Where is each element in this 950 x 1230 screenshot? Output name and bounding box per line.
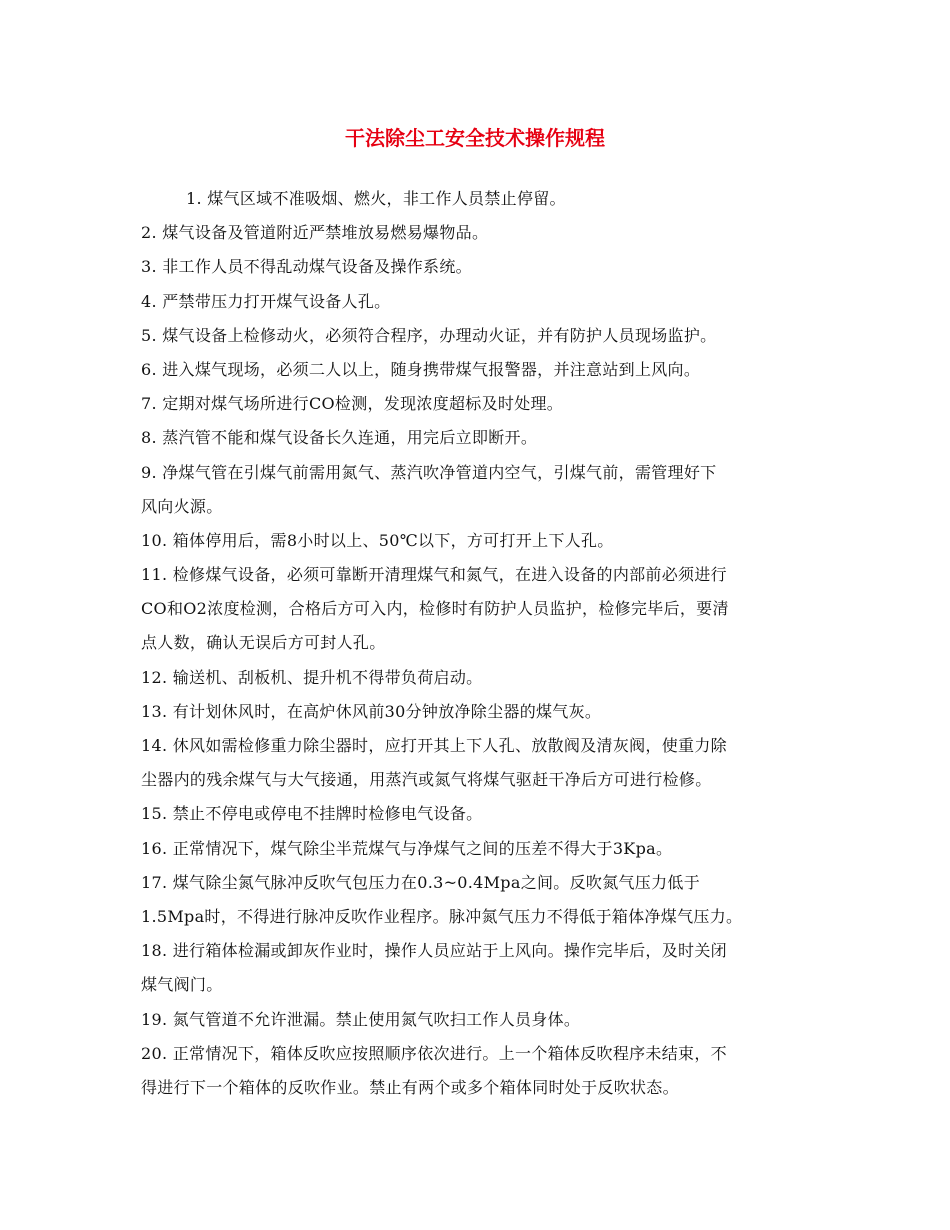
text-line: 煤气阀门。 [141, 975, 223, 995]
text-line: 11. 检修煤气设备，必须可靠断开清理煤气和氮气，在进入设备的内部前必须进行 [141, 565, 727, 585]
text-line: 1. 煤气区域不准吸烟、燃火，非工作人员禁止停留。 [186, 189, 566, 208]
text-line: 尘器内的残余煤气与大气接通，用蒸汽或氮气将煤气驱赶干净后方可进行检修。 [141, 770, 712, 790]
text-line: 3. 非工作人员不得乱动煤气设备及操作系统。 [141, 257, 472, 277]
text-line: 14. 休风如需检修重力除尘器时，应打开其上下人孔、放散阀及清灰阀，使重力除 [141, 736, 727, 755]
document-body [141, 182, 811, 1105]
text-line: 风向火源。 [141, 496, 223, 516]
text-line: 4. 严禁带压力打开煤气设备人孔。 [141, 291, 391, 311]
text-line: 13. 有计划休风时，在高炉休风前30分钟放净除尘器的煤气灰。 [141, 701, 602, 721]
text-line: 7. 定期对煤气场所进行CO检测，发现浓度超标及时处理。 [141, 394, 564, 414]
document-title: 干法除尘工安全技术操作规程 [345, 126, 605, 150]
text-line: 18. 进行箱体检漏或卸灰作业时，操作人员应站于上风向。操作完毕后，及时关闭 [141, 941, 727, 961]
text-line: 9. 净煤气管在引煤气前需用氮气、蒸汽吹净管道内空气，引煤气前，需管理好下 [141, 462, 717, 482]
text-line: 12. 输送机、刮板机、提升机不得带负荷启动。 [141, 667, 483, 687]
text-line: 1.5Mpa时，不得进行脉冲反吹作业程序。脉冲氮气压力不得低于箱体净煤气压力。 [141, 906, 743, 926]
text-line: 20. 正常情况下，箱体反吹应按照顺序依次进行。上一个箱体反吹程序未结束，不 [141, 1043, 727, 1063]
text-line: 8. 蒸汽管不能和煤气设备长久连通，用完后立即断开。 [141, 428, 538, 448]
text-line: 15. 禁止不停电或停电不挂牌时检修电气设备。 [141, 804, 483, 824]
text-line: 2. 煤气设备及管道附近严禁堆放易燃易爆物品。 [141, 223, 489, 243]
text-line: 6. 进入煤气现场，必须二人以上，随身携带煤气报警器，并注意站到上风向。 [141, 359, 701, 379]
text-line: 16. 正常情况下，煤气除尘半荒煤气与净煤气之间的压差不得大于3Kpa。 [141, 838, 673, 858]
text-line: 19. 氮气管道不允许泄漏。禁止使用氮气吹扫工作人员身体。 [141, 1009, 581, 1029]
text-line: 5. 煤气设备上检修动火，必须符合程序，办理动火证，并有防护人员现场监护。 [141, 325, 717, 345]
text-line: 10. 箱体停用后，需8小时以上、50℃以下，方可打开上下人孔。 [141, 530, 614, 550]
text-line: 点人数，确认无误后方可封人孔。 [141, 633, 386, 653]
text-line: CO和O2浓度检测，合格后方可入内，检修时有防护人员监护，检修完毕后，要清 [141, 599, 729, 619]
text-line: 得进行下一个箱体的反吹作业。禁止有两个或多个箱体同时处于反吹状态。 [141, 1077, 679, 1097]
text-line: 17. 煤气除尘氮气脉冲反吹气包压力在0.3~0.4Mpa之间。反吹氮气压力低于 [141, 872, 700, 892]
